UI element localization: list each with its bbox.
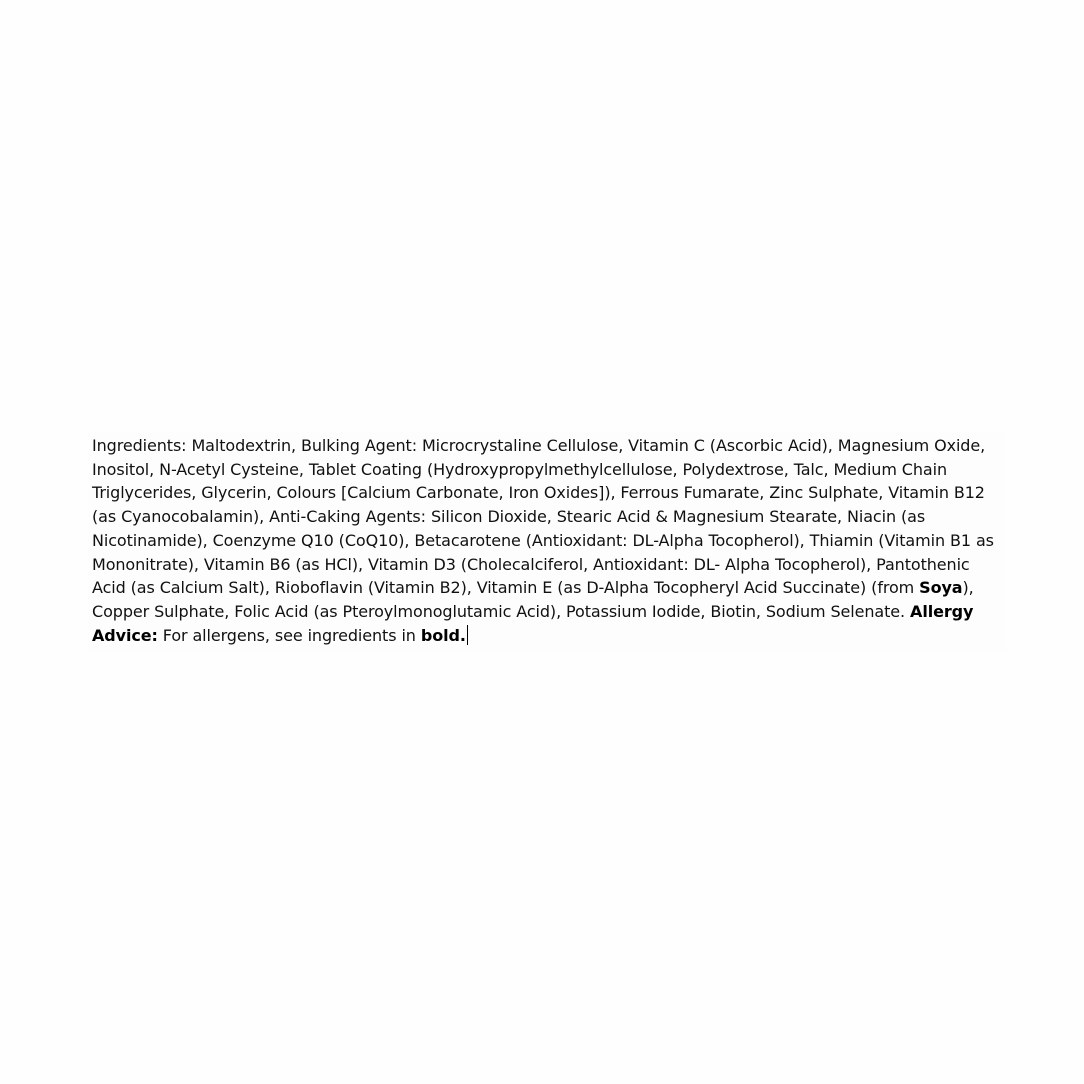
- text-cursor: [467, 625, 468, 645]
- ingredients-paragraph[interactable]: [88, 432, 1006, 651]
- allergy-advice-label: Allergy Advice:: [92, 601, 974, 645]
- ingredients-text-continued: ), Copper Sulphate, Folic Acid (as Pteroylmonoglutamic Acid), Potassium Iodide, Biotin, Sodium Selenate.: [92, 578, 974, 621]
- ingredients-text: Ingredients: Maltodextrin, Bulking Agent: Microcrystaline Cellulose, Vitamin C (Ascorbic Acid), Magnesium Oxide, Inositol, N-Acetyl Cysteine, Tablet Coating (Hydroxypropylmethylcellulose, Polydextrose, Talc, Medium Chain Triglycerides, Glycerin, Colours [Calcium Carbonate, Iron Oxides]), Ferrous Fumarate, Zinc Sulphate, Vitamin B12 (as Cyanocobalamin), Anti-Caking Agents: Silicon Dioxide, Stearic Acid & Magnesium Stearate, Niacin (as Nicotinamide), Coenzyme Q10 (CoQ10), Betacarotene (Antioxidant: DL-Alpha Tocopherol), Thiamin (Vitamin B1 as Mononitrate), Vitamin B6 (as HCl), Vitamin D3 (Cholecalciferol, Antioxidant: DL- Alpha Tocopherol), Pantothenic Acid (as Calcium Salt), Rioboflavin (Vitamin B2), Vitamin E (as D-Alpha Tocopheryl Acid Succinate) (from: [92, 436, 994, 598]
- allergy-advice-text: For allergens, see ingredients in: [157, 625, 421, 645]
- allergen-soya: Soya: [919, 578, 963, 598]
- bold-word: bold.: [420, 625, 466, 645]
